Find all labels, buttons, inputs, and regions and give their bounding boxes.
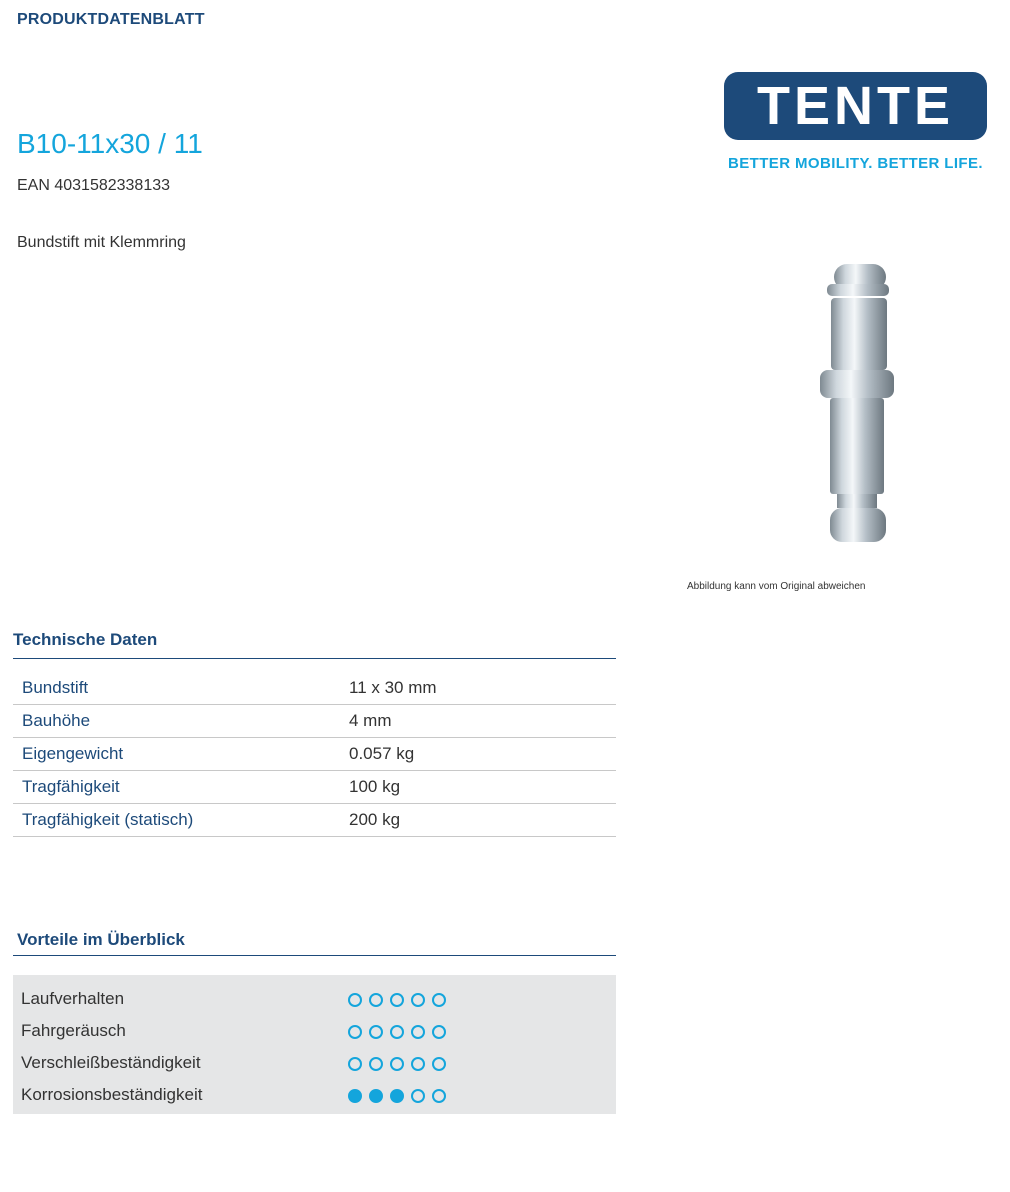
benefit-label: Laufverhalten bbox=[21, 989, 125, 1008]
spec-value: 11 x 30 mm bbox=[349, 672, 616, 705]
benefit-label: Korrosionsbeständigkeit bbox=[21, 1085, 203, 1104]
rating-dots bbox=[348, 1089, 453, 1103]
ean-code: EAN 4031582338133 bbox=[17, 177, 171, 194]
spec-label: Tragfähigkeit bbox=[13, 771, 349, 804]
table-row bbox=[13, 705, 616, 738]
document-type-label: PRODUKTDATENBLATT bbox=[17, 11, 205, 28]
rating-dot-empty bbox=[369, 1057, 383, 1071]
rating-dot-empty bbox=[411, 1089, 425, 1103]
spec-label: Bauhöhe bbox=[13, 705, 349, 738]
tente-logo bbox=[724, 72, 987, 140]
rating-dot-filled bbox=[390, 1089, 404, 1103]
rating-dots bbox=[348, 993, 453, 1007]
rating-dot-empty bbox=[348, 993, 362, 1007]
spec-value: 4 mm bbox=[349, 705, 616, 738]
spec-label: Tragfähigkeit (statisch) bbox=[13, 804, 349, 837]
benefits-divider bbox=[13, 955, 616, 956]
rating-dot-empty bbox=[369, 993, 383, 1007]
table-row bbox=[13, 738, 616, 771]
technical-data-title: Technische Daten bbox=[13, 630, 158, 649]
rating-dot-empty bbox=[348, 1057, 362, 1071]
technical-data-divider bbox=[13, 658, 616, 659]
spec-value: 200 kg bbox=[349, 804, 616, 837]
spec-label: Bundstift bbox=[13, 672, 349, 705]
rating-dot-empty bbox=[411, 993, 425, 1007]
product-image bbox=[810, 258, 902, 548]
rating-dot-empty bbox=[432, 1025, 446, 1039]
brand-tagline: BETTER MOBILITY. BETTER LIFE. bbox=[728, 155, 983, 172]
benefit-label: Verschleißbeständigkeit bbox=[21, 1053, 201, 1072]
table-row bbox=[13, 672, 616, 705]
rating-dot-filled bbox=[369, 1089, 383, 1103]
benefit-row bbox=[13, 1083, 616, 1115]
image-caption: Abbildung kann vom Original abweichen bbox=[687, 581, 866, 592]
rating-dot-empty bbox=[432, 993, 446, 1007]
rating-dot-empty bbox=[411, 1057, 425, 1071]
rating-dot-empty bbox=[390, 993, 404, 1007]
rating-dot-empty bbox=[369, 1025, 383, 1039]
spec-value: 100 kg bbox=[349, 771, 616, 804]
table-row bbox=[13, 804, 616, 837]
rating-dot-empty bbox=[432, 1089, 446, 1103]
benefit-row bbox=[13, 987, 616, 1019]
product-description: Bundstift mit Klemmring bbox=[17, 234, 186, 251]
rating-dots bbox=[348, 1057, 453, 1071]
technical-data-table bbox=[13, 672, 616, 837]
rating-dot-empty bbox=[432, 1057, 446, 1071]
logo-text: TENTE bbox=[756, 76, 955, 136]
table-row bbox=[13, 771, 616, 804]
benefit-row bbox=[13, 1051, 616, 1083]
benefit-row bbox=[13, 1019, 616, 1051]
rating-dot-filled bbox=[348, 1089, 362, 1103]
rating-dot-empty bbox=[390, 1057, 404, 1071]
rating-dot-empty bbox=[348, 1025, 362, 1039]
rating-dot-empty bbox=[411, 1025, 425, 1039]
benefits-title: Vorteile im Überblick bbox=[17, 930, 185, 949]
spec-label: Eigengewicht bbox=[13, 738, 349, 771]
benefits-panel bbox=[13, 975, 616, 1114]
spec-value: 0.057 kg bbox=[349, 738, 616, 771]
benefit-label: Fahrgeräusch bbox=[21, 1021, 126, 1040]
rating-dots bbox=[348, 1025, 453, 1039]
rating-dot-empty bbox=[390, 1025, 404, 1039]
product-title: B10-11x30 / 11 bbox=[17, 128, 203, 159]
